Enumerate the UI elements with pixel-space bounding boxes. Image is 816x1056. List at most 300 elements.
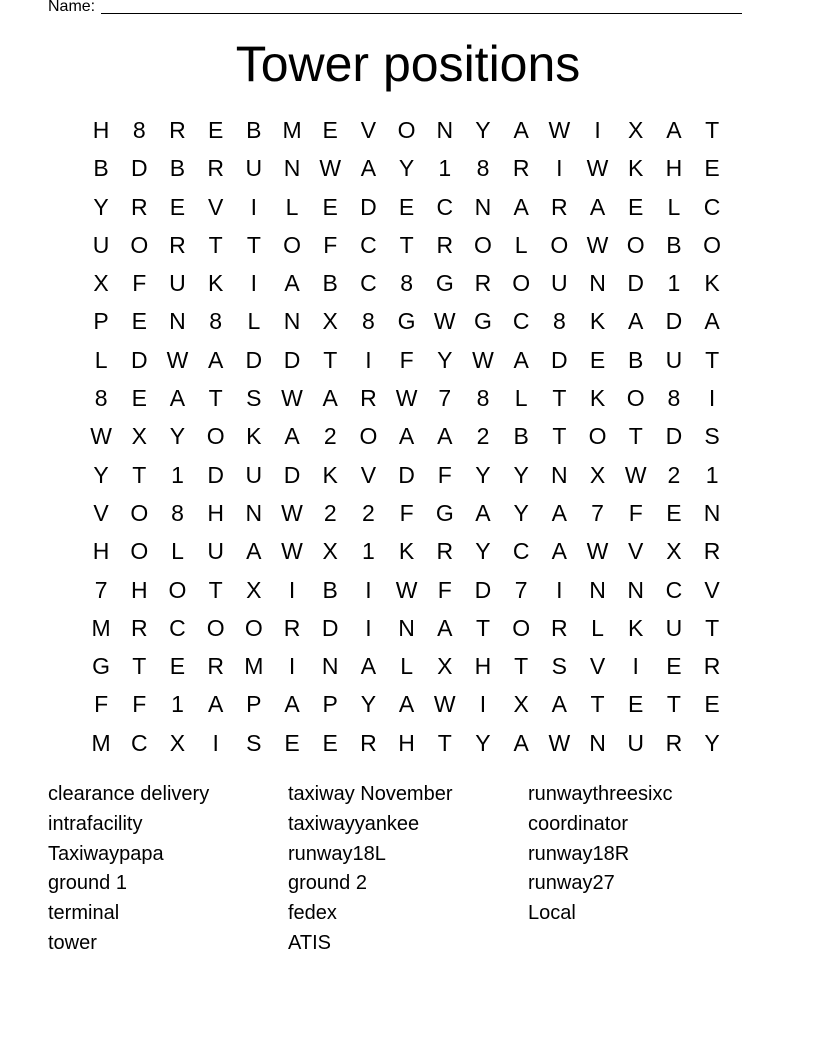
grid-cell: R — [551, 193, 568, 220]
grid-cell: Y — [704, 729, 720, 756]
grid-cell: U — [92, 231, 110, 258]
grid-cell: 8 — [94, 385, 108, 412]
grid-cell: T — [132, 461, 147, 488]
grid-cell: 7 — [94, 576, 108, 603]
grid-cell: F — [132, 270, 147, 297]
grid-cell: L — [400, 653, 413, 680]
grid-cell: L — [94, 346, 108, 373]
grid-cell: A — [169, 385, 186, 412]
grid-cell: K — [589, 385, 606, 412]
grid-cell: L — [667, 193, 681, 220]
grid-cell: F — [437, 576, 452, 603]
grid-cell: N — [245, 499, 263, 526]
grid-cell: R — [130, 193, 148, 220]
grid-cell: W — [586, 155, 609, 182]
word-list-item: ground 2 — [288, 872, 367, 895]
grid-cell: 7 — [591, 499, 604, 526]
grid-cell: B — [628, 346, 644, 373]
grid-cell: N — [627, 576, 645, 603]
grid-cell: I — [556, 576, 563, 603]
grid-cell: E — [322, 117, 338, 143]
word-list-item: runwaythreesixc — [528, 783, 673, 805]
grid-cell: I — [365, 614, 372, 641]
grid-cell: Y — [475, 117, 491, 143]
grid-cell: W — [281, 538, 303, 565]
grid-cell: N — [436, 117, 454, 143]
grid-cell: R — [703, 538, 721, 565]
grid-cell: T — [437, 729, 452, 756]
grid-cell: W — [90, 423, 112, 450]
grid-cell: C — [436, 193, 454, 220]
grid-cell: R — [551, 614, 568, 641]
grid-cell: T — [552, 423, 567, 450]
grid-cell: A — [513, 729, 529, 756]
word-list-item: intrafacility — [48, 812, 143, 835]
grid-cell: D — [551, 346, 568, 373]
grid-cell: T — [246, 231, 261, 258]
word-list-item: runway18R — [528, 842, 630, 865]
page-title: Tower positions — [235, 36, 581, 92]
grid-cell: Y — [513, 461, 529, 488]
grid-cell: W — [548, 729, 571, 756]
grid-cell: G — [474, 308, 492, 335]
grid-cell: V — [360, 117, 377, 143]
grid-cell: I — [365, 576, 372, 603]
grid-cell: I — [594, 117, 601, 143]
grid-cell: L — [285, 193, 299, 220]
grid-cell: R — [360, 729, 377, 756]
grid-cell: E — [322, 193, 338, 220]
grid-cell: D — [665, 308, 683, 335]
grid-cell: C — [512, 538, 530, 565]
grid-cell: A — [437, 614, 453, 641]
grid-cell: A — [360, 155, 377, 182]
grid-cell: A — [513, 117, 529, 143]
grid-cell: F — [132, 691, 147, 718]
grid-cell: D — [474, 576, 492, 603]
grid-cell: 7 — [438, 385, 452, 412]
grid-cell: 2 — [476, 423, 490, 450]
grid-cell: A — [207, 346, 224, 373]
grid-cell: K — [322, 461, 338, 488]
grid-cell: U — [627, 729, 645, 756]
grid-cell: 2 — [362, 499, 375, 526]
grid-cell: E — [666, 653, 682, 680]
grid-cell: M — [282, 117, 302, 143]
grid-cell: H — [92, 117, 110, 143]
grid-cell: N — [321, 653, 339, 680]
grid-cell: 7 — [514, 576, 528, 603]
grid-cell: O — [588, 423, 607, 450]
grid-cell: 8 — [400, 270, 413, 297]
grid-cell: T — [552, 385, 567, 412]
grid-cell: Y — [398, 155, 415, 182]
word-list-item: coordinator — [528, 812, 629, 835]
grid-cell: F — [399, 346, 414, 373]
grid-cell: O — [512, 614, 531, 641]
grid-cell: U — [665, 614, 683, 641]
grid-cell: B — [322, 270, 338, 297]
grid-cell: Y — [475, 461, 491, 488]
grid-cell: P — [322, 691, 338, 718]
grid-cell: W — [395, 385, 418, 412]
grid-cell: D — [130, 155, 148, 182]
grid-cell: O — [703, 231, 722, 258]
grid-cell: E — [131, 308, 147, 335]
grid-cell: D — [360, 193, 377, 220]
grid-cell: N — [703, 499, 721, 526]
grid-cell: H — [130, 576, 148, 603]
grid-cell: O — [130, 499, 149, 526]
grid-cell: 1 — [362, 538, 375, 565]
grid-cell: O — [130, 231, 149, 258]
grid-cell: R — [436, 231, 454, 258]
grid-cell: T — [666, 691, 681, 718]
grid-cell: I — [479, 691, 487, 718]
grid-cell: X — [322, 308, 338, 335]
grid-cell: X — [666, 538, 682, 565]
grid-cell: O — [244, 614, 263, 641]
word-list-item: terminal — [48, 902, 120, 925]
word-list-item: taxiway November — [288, 783, 453, 805]
grid-cell: A — [437, 423, 453, 450]
grid-cell: 8 — [209, 308, 223, 335]
grid-cell: X — [131, 423, 147, 450]
grid-cell: 8 — [552, 308, 566, 335]
grid-cell: Y — [93, 461, 109, 488]
grid-cell: R — [665, 729, 683, 756]
grid-cell: X — [246, 576, 262, 603]
grid-cell: N — [169, 308, 186, 335]
grid-cell: G — [92, 653, 111, 680]
grid-cell: W — [433, 691, 456, 718]
grid-cell: K — [246, 423, 262, 450]
grid-cell: A — [398, 423, 415, 450]
grid-cell: B — [513, 423, 529, 450]
grid-cell: T — [590, 691, 605, 718]
grid-cell: R — [436, 538, 454, 565]
word-list-item: Taxiwaypapa — [48, 842, 164, 865]
grid-cell: Y — [437, 346, 453, 373]
grid-cell: R — [207, 155, 224, 182]
grid-cell: N — [589, 270, 606, 297]
grid-cell: V — [704, 576, 720, 603]
grid-cell: F — [399, 499, 414, 526]
grid-cell: N — [283, 308, 301, 335]
grid-cell: E — [704, 155, 720, 182]
grid-cell: A — [475, 499, 491, 526]
grid-cell: E — [628, 691, 644, 718]
grid-cell: O — [626, 231, 645, 258]
grid-cell: Y — [475, 538, 491, 565]
grid-cell: A — [322, 385, 338, 412]
name-field-row — [48, 0, 742, 16]
grid-cell: H — [474, 653, 492, 680]
grid-cell: 8 — [171, 499, 184, 526]
grid-cell: H — [92, 538, 110, 565]
grid-cell: R — [512, 155, 530, 182]
word-list-item: taxiwayyankee — [288, 812, 420, 835]
grid-cell: I — [632, 653, 639, 680]
grid-cell: D — [321, 614, 339, 641]
grid-cell: N — [398, 614, 415, 641]
grid-cell: R — [360, 385, 377, 412]
name-label: Name: — [48, 0, 96, 15]
grid-cell: 8 — [132, 117, 146, 143]
grid-cell: E — [169, 653, 186, 680]
word-list-item: fedex — [288, 902, 337, 925]
grid-cell: W — [586, 538, 609, 565]
grid-cell: U — [245, 461, 263, 488]
grid-cell: 1 — [171, 691, 184, 718]
grid-cell: V — [589, 653, 606, 680]
grid-cell: Y — [93, 193, 109, 220]
grid-cell: M — [91, 729, 111, 756]
grid-cell: D — [398, 461, 415, 488]
grid-cell: T — [514, 653, 529, 680]
grid-cell: 8 — [476, 385, 490, 412]
grid-cell: 2 — [323, 499, 337, 526]
grid-cell: K — [398, 538, 415, 565]
grid-cell: O — [130, 538, 149, 565]
grid-cell: N — [589, 729, 606, 756]
word-list-item: clearance delivery — [48, 783, 210, 805]
grid-cell: U — [169, 270, 186, 297]
grid-cell: G — [435, 270, 454, 297]
grid-cell: G — [397, 308, 416, 335]
grid-cell: W — [166, 346, 189, 373]
grid-cell: 1 — [171, 461, 184, 488]
grid-cell: A — [398, 691, 415, 718]
grid-cell: H — [398, 729, 415, 756]
grid-cell: N — [589, 576, 606, 603]
grid-cell: W — [281, 499, 303, 526]
grid-cell: B — [322, 576, 338, 603]
grid-cell: H — [665, 155, 683, 182]
grid-cell: T — [475, 614, 490, 641]
grid-cell: 8 — [667, 385, 681, 412]
grid-cell: S — [246, 385, 262, 412]
grid-cell: Y — [513, 499, 529, 526]
grid-cell: R — [130, 614, 148, 641]
grid-cell: E — [284, 729, 300, 756]
word-list-item: runway18L — [288, 842, 386, 865]
grid-cell: M — [91, 614, 111, 641]
grid-cell: D — [665, 423, 683, 450]
grid-cell: W — [548, 117, 571, 143]
grid-cell: V — [207, 193, 224, 220]
grid-cell: B — [246, 117, 262, 143]
grid-cell: F — [628, 499, 643, 526]
grid-cell: W — [586, 231, 609, 258]
grid-cell: I — [556, 155, 563, 182]
grid-cell: N — [474, 193, 492, 220]
grid-cell: X — [589, 461, 606, 488]
grid-cell: E — [398, 193, 415, 220]
grid-cell: V — [93, 499, 109, 526]
grid-cell: Y — [169, 423, 186, 450]
grid-cell: C — [512, 308, 530, 335]
word-list-item: ATIS — [288, 931, 331, 954]
grid-cell: G — [435, 499, 454, 526]
grid-cell: W — [395, 576, 418, 603]
grid-cell: F — [437, 461, 452, 488]
grid-cell: K — [207, 270, 224, 297]
grid-cell: A — [513, 346, 529, 373]
grid-cell: C — [665, 576, 683, 603]
grid-cell: W — [433, 308, 456, 335]
grid-cell: D — [130, 346, 148, 373]
grid-cell: T — [705, 346, 720, 373]
grid-cell: I — [708, 385, 716, 412]
grid-cell: D — [245, 346, 263, 373]
grid-cell: U — [665, 346, 683, 373]
word-list — [48, 780, 768, 959]
grid-cell: W — [472, 346, 494, 373]
grid-cell: L — [247, 308, 261, 335]
grid-cell: K — [704, 270, 720, 297]
grid-cell: R — [169, 231, 186, 258]
grid-cell: R — [169, 117, 186, 143]
grid-cell: E — [666, 499, 682, 526]
grid-cell: 1 — [438, 155, 452, 182]
grid-cell: A — [284, 270, 300, 297]
grid-cell: Y — [360, 691, 377, 718]
grid-cell: S — [551, 653, 568, 680]
grid-cell: C — [360, 270, 377, 297]
name-underline — [101, 12, 742, 14]
grid-cell: I — [365, 346, 372, 373]
grid-cell: O — [550, 231, 569, 258]
grid-cell: K — [589, 308, 606, 335]
grid-cell: B — [93, 155, 109, 182]
grid-cell: K — [628, 155, 644, 182]
grid-cell: X — [513, 691, 529, 718]
grid-cell: A — [589, 193, 606, 220]
grid-cell: D — [627, 270, 645, 297]
grid-cell: V — [628, 538, 644, 565]
grid-cell: 1 — [705, 461, 719, 488]
grid-cell: A — [551, 499, 568, 526]
grid-cell: O — [512, 270, 531, 297]
grid-cell: L — [171, 538, 184, 565]
grid-cell: A — [284, 691, 300, 718]
grid-cell: P — [93, 308, 109, 335]
grid-cell: A — [551, 691, 568, 718]
grid-cell: R — [474, 270, 492, 297]
grid-cell: T — [208, 576, 223, 603]
grid-cell: 2 — [667, 461, 681, 488]
grid-cell: R — [283, 614, 301, 641]
grid-cell: E — [628, 193, 644, 220]
grid-cell: D — [283, 346, 301, 373]
grid-cell: A — [207, 691, 224, 718]
grid-cell: T — [399, 231, 414, 258]
grid-cell: C — [703, 193, 721, 220]
letter-grid — [82, 111, 731, 762]
grid-cell: W — [624, 461, 647, 488]
grid-cell: A — [551, 538, 568, 565]
word-list-item: tower — [48, 931, 97, 954]
grid-cell: F — [323, 231, 338, 258]
grid-cell: A — [704, 308, 720, 335]
grid-cell: C — [130, 729, 148, 756]
grid-cell: O — [206, 614, 225, 641]
grid-cell: T — [208, 231, 223, 258]
grid-cell: T — [705, 117, 720, 143]
word-list-item: ground 1 — [48, 872, 127, 895]
grid-cell: X — [437, 653, 453, 680]
grid-cell: O — [206, 423, 225, 450]
grid-cell: V — [360, 461, 377, 488]
grid-cell: O — [626, 385, 645, 412]
grid-cell: 8 — [362, 308, 375, 335]
grid-cell: E — [704, 691, 720, 718]
grid-cell: U — [245, 155, 263, 182]
grid-cell: I — [212, 729, 219, 756]
word-list-item: Local — [528, 902, 576, 925]
grid-cell: S — [246, 729, 262, 756]
grid-cell: W — [319, 155, 342, 182]
grid-cell: A — [284, 423, 300, 450]
grid-cell: O — [474, 231, 492, 258]
grid-cell: L — [591, 614, 604, 641]
grid-cell: D — [207, 461, 224, 488]
grid-cell: L — [514, 231, 528, 258]
word-list-item: runway27 — [528, 872, 615, 895]
grid-cell: N — [551, 461, 568, 488]
grid-cell: T — [208, 385, 223, 412]
grid-cell: F — [94, 691, 109, 718]
grid-cell: P — [246, 691, 262, 718]
grid-cell: I — [250, 270, 258, 297]
grid-cell: 1 — [667, 270, 681, 297]
grid-cell: U — [207, 538, 224, 565]
grid-cell: A — [246, 538, 262, 565]
grid-cell: D — [283, 461, 301, 488]
grid-cell: S — [704, 423, 720, 450]
grid-cell: N — [283, 155, 301, 182]
grid-cell: R — [207, 653, 224, 680]
grid-cell: I — [288, 653, 296, 680]
grid-cell: O — [283, 231, 301, 258]
grid-cell: A — [360, 653, 377, 680]
grid-cell: L — [514, 385, 528, 412]
grid-cell: A — [666, 117, 682, 143]
grid-cell: X — [628, 117, 644, 143]
grid-cell: W — [281, 385, 303, 412]
grid-cell: B — [169, 155, 186, 182]
grid-cell: T — [132, 653, 147, 680]
grid-cell: I — [250, 193, 258, 220]
grid-cell: K — [628, 614, 644, 641]
grid-cell: E — [322, 729, 338, 756]
grid-cell: 2 — [323, 423, 337, 450]
grid-cell: U — [551, 270, 568, 297]
grid-cell: T — [628, 423, 643, 450]
grid-cell: X — [322, 538, 338, 565]
grid-cell: H — [207, 499, 224, 526]
grid-cell: X — [93, 270, 109, 297]
grid-cell: T — [323, 346, 338, 373]
grid-cell: O — [168, 576, 187, 603]
grid-cell: E — [207, 117, 224, 143]
grid-cell: A — [513, 193, 529, 220]
grid-cell: M — [244, 653, 264, 680]
grid-cell: 8 — [476, 155, 490, 182]
grid-cell: I — [288, 576, 296, 603]
grid-cell: C — [169, 614, 186, 641]
